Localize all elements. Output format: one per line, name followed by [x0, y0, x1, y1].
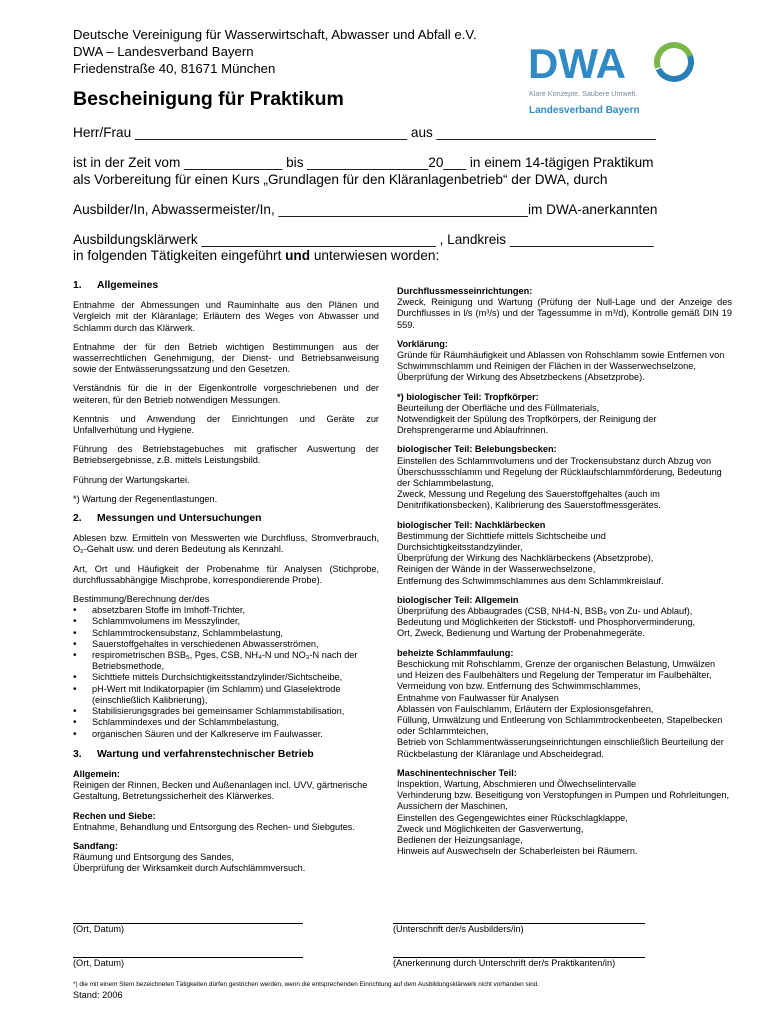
subsection-heading: Sandfang:	[73, 840, 118, 851]
subsection-body: Reinigen der Rinnen, Becken und Außenanlagen incl. UVV, gärtnerische Gestaltung, Betretungssicherheit des Klärwerkes.	[73, 780, 368, 802]
block-body: Zweck, Reinigung und Wartung (Prüfung der Null-Lage und der Anzeige des Durchflusses in l/s (m³/s) und der Tagessumme in m³/d), Kontrolle gemäß DIN 19 559.	[397, 297, 732, 330]
subsection-sandfang	[73, 841, 379, 875]
block-line: Zweck und Möglichkeiten der Gasverwertung,	[397, 823, 584, 834]
subsection-rechen	[73, 811, 379, 833]
list-item: • Stabilisierungsgrades bei gemeinsamer Schlammstabilisation,	[73, 706, 379, 717]
label-von: ist in der Zeit vom	[73, 155, 181, 170]
dwa-logo	[528, 38, 698, 118]
block-belebungsbecken	[397, 444, 732, 511]
block-line: Reinigen der Wände in der Wasserwechselzone,	[397, 564, 596, 575]
block-heading: *) biologischer Teil: Tropfkörper:	[397, 391, 539, 402]
section-title: Wartung und verfahrenstechnischer Betrieb	[97, 748, 314, 760]
logo-tagline: Klare Konzepte. Saubere Umwelt.	[529, 89, 638, 98]
block-line: Überprüfung der Wirkung des Nachklärbeckens (Absetzprobe),	[397, 553, 654, 564]
form-line-trainer: Ausbilder/In, Abwassermeister/In, _________________________________im DWA-anerkannten	[73, 202, 658, 217]
signature-label-place-date: (Ort, Datum)	[73, 924, 125, 934]
section-3-heading	[73, 749, 379, 760]
label-und: und	[285, 248, 311, 263]
section-1-heading	[73, 280, 379, 291]
footnote: *) die mit einem Stern bezeichneten Tätigkeiten dürfen gestrichen werden, wenn die entsprechenden Einrichtung auf dem Ausbildungsklärwerk nicht vorhanden sind.	[73, 981, 539, 988]
block-heading: biologischer Teil: Belebungsbecken:	[397, 444, 557, 455]
logo-ring-icon	[652, 40, 696, 84]
paragraph: Kenntnis und Anwendung der Einrichtungen und Geräte zur Unfallverhütung und Hygiene.	[73, 413, 379, 436]
block-line: Ablassen von Faulschlamm, Erläutern der Explosionsgefahren,	[397, 703, 654, 714]
block-nachklaerbecken	[397, 520, 732, 587]
block-line: Betrieb von Schlammentwässerungseinrichtungen einschließlich Beurteilung der Rückbelastung der Kläranlage und Abscheidegrad.	[397, 737, 724, 759]
block-maschinentechnik	[397, 768, 732, 858]
block-line: Notwendigkeit der Spülung des Tropfkörpers, der Reinigung der Drehsprengerarme und Ablaufrinnen.	[397, 414, 657, 436]
block-line: Überprüfung des Abbaugrades (CSB, NH4-N, BSB₅ von Zu- und Ablauf), Bedeutung und Möglichkeiten der Stickstoff- und Phosphorverminderung,	[397, 606, 696, 628]
organization-address	[73, 26, 477, 77]
label-unterwiesen: unterwiesen worden:	[313, 248, 440, 263]
block-heading: Vorklärung:	[397, 338, 448, 349]
label-klaerwerk: Ausbildungsklärwerk	[73, 232, 198, 247]
form-line-name: Herr/Frau ____________________________________ aus _____________________________	[73, 125, 656, 140]
list-item: • absetzbaren Stoffe im Imhoff-Trichter,	[73, 605, 379, 616]
signature-label-intern: (Anerkennung durch Unterschrift der/s Praktikanten/in)	[393, 958, 616, 968]
list-item: • Sauerstoffgehaltes in verschiedenen Abwasserströmen,	[73, 639, 379, 650]
form-line-purpose: als Vorbereitung für einen Kurs „Grundlagen für den Kläranlagenbetrieb“ der DWA, durch	[73, 172, 608, 187]
list-item: • respirometrischen BSB₅, Pges, CSB, NH₄-N und NO₃-N nach der Betriebsmethode,	[73, 650, 379, 672]
block-line: Beurteilung der Oberfläche und des Füllmaterials,	[397, 402, 600, 413]
label-landkreis: , Landkreis	[439, 232, 507, 247]
label-herr-frau: Herr/Frau	[73, 125, 132, 140]
form-line-activities	[73, 248, 439, 263]
section-2-heading	[73, 513, 379, 524]
logo-region: Landesverband Bayern	[529, 105, 640, 116]
subsection-line: Überprüfung der Wirksamkeit durch Aufschlämmversuch.	[73, 863, 306, 874]
subsection-line: Räumung und Entsorgung des Sandes,	[73, 852, 234, 863]
section-title: Allgemeines	[97, 280, 159, 291]
label-anerkannt: im DWA-anerkannten	[528, 202, 658, 217]
block-line: Entnahme von Faulwasser für Analysen	[397, 692, 559, 703]
label-aus: aus	[410, 125, 433, 140]
form-line-period: ist in der Zeit vom _____________ bis ________________20___ in einem 14-tägigen Praktikum	[73, 155, 654, 170]
block-line: Füllung, Umwälzung und Entleerung von Schlammtrockenbeeten, Stapelbecken oder Schlammteichen,	[397, 714, 723, 737]
block-line: Verhinderung bzw. Beseitigung von Verstopfungen in Pumpen und Rohrleitungen, Aussichern der Maschinen,	[397, 790, 730, 812]
block-line: Ort, Zweck, Bedienung und Wartung der Probenahmegeräte.	[397, 628, 645, 639]
paragraph: Ablesen bzw. Ermitteln von Messwerten wie Durchfluss, Stromverbrauch, O₂-Gehalt usw. und deren Bedeutung als Kennzahl.	[73, 533, 379, 555]
block-heading: biologischer Teil: Nachklärbecken	[397, 519, 546, 530]
list-item: • Schlammvolumens im Messzylinder,	[73, 616, 379, 627]
paragraph: Art, Ort und Häufigkeit der Probenahme für Analysen (Stichprobe, durchflussabhängige Mischprobe, korrespondierende Probe).	[73, 563, 379, 585]
list-item: • Schlammindexes und der Schlammbelastung,	[73, 717, 379, 728]
org-name: Deutsche Vereinigung für Wasserwirtschaft, Abwasser und Abfall e.V.	[73, 27, 477, 42]
revision-date: Stand: 2006	[73, 990, 123, 1000]
measurement-list	[73, 605, 379, 739]
paragraph: Entnahme der für den Betrieb wichtigen Bestimmungen aus der wasserrechtlichen Genehmigung, der Dienst- und Betriebsanweisung sowie der Entwässerungssatzung und den Gesetzen.	[73, 341, 379, 375]
block-vorklaerung	[397, 339, 732, 384]
section-number: 3.	[73, 748, 82, 760]
label-praktikum: in einem 14-tägigen Praktikum	[469, 155, 654, 170]
subsection-heading: Allgemein:	[73, 768, 120, 779]
block-line: Bedienen der Heizungsanlage,	[397, 834, 523, 845]
logo-wordmark: DWA	[528, 40, 626, 87]
block-heading: Maschinentechnischer Teil:	[397, 767, 517, 778]
block-line: Gründe für Räumhäufigkeit und Ablassen von Rohschlamm sowie Entfernen von Schwimmschlamm und Reinigen der Flächen in der Wasserwechselzone,	[397, 350, 725, 372]
label-eingefuehrt: in folgenden Tätigkeiten eingeführt	[73, 248, 282, 263]
org-branch: DWA – Landesverband Bayern	[73, 44, 254, 59]
right-column	[397, 286, 732, 865]
block-line: Inspektion, Wartung, Abschmieren und Ölwechselintervalle	[397, 778, 637, 789]
block-line: Zweck, Messung und Regelung des Sauerstoffgehaltes (auch im Denitrifikationsbecken), Kalibrierung des Sauerstoffmessgerätes.	[397, 489, 661, 511]
org-street: Friedenstraße 40, 81671 München	[73, 61, 276, 76]
block-line: Hinweis auf Auswechseln der Schaberleisten bei Räumern.	[397, 846, 638, 857]
section-title: Messungen und Untersuchungen	[97, 513, 262, 525]
block-heading: beheizte Schlammfaulung:	[397, 647, 514, 658]
block-line: Einstellen des Schlammvolumens und der Trockensubstanz durch Abzug von Überschussschlamm und Regelung der Rücklaufschlammförderung, Bedeutung der Schlammbelastung,	[397, 455, 722, 489]
block-line: Einstellen des Gegengewichtes einer Rückschlagklappe,	[397, 812, 628, 823]
paragraph: Führung des Betriebstagebuches mit grafischer Auswertung der Betriebsergebnisse, z.B. mittels Leistungsbild.	[73, 444, 379, 466]
block-tropfkoerper	[397, 392, 732, 437]
paragraph: Bestimmung/Berechnung der/des	[73, 594, 210, 605]
paragraph: Verständnis für die in der Eigenkontrolle vorgeschriebenen und der weiteren, für den Betrieb notwendigen Messungen.	[73, 383, 379, 405]
label-ausbilder: Ausbilder/In, Abwassermeister/In,	[73, 202, 275, 217]
paragraph: *) Wartung der Regenentlastungen.	[73, 493, 218, 504]
list-item: • organischen Säuren und der Kalkreserve im Faulwasser.	[73, 729, 379, 740]
form-line-plant: Ausbildungsklärwerk _______________________________ , Landkreis ___________________	[73, 232, 654, 247]
paragraph: Führung der Wartungskartei.	[73, 474, 190, 485]
left-column	[73, 280, 379, 883]
label-bis: bis	[286, 155, 304, 170]
block-bio-allgemein	[397, 595, 732, 640]
section-number: 2.	[73, 513, 82, 525]
subsection-allgemein	[73, 769, 379, 803]
block-line: Überprüfung der Wirkung des Absetzbeckens (Absetzprobe).	[397, 372, 645, 383]
section-number: 1.	[73, 280, 82, 291]
block-heading: Durchflussmesseinrichtungen:	[397, 286, 533, 296]
signature-label-trainer: (Unterschrift der/s Ausbilders/in)	[393, 924, 524, 934]
block-line: Bestimmung der Sichttiefe mittels Sichtscheibe und Durchsichtigkeitsstandzylinder,	[397, 530, 606, 553]
block-schlammfaulung	[397, 648, 732, 760]
page-title: Bescheinigung für Praktikum	[73, 88, 344, 110]
block-line: Entfernung des Schwimmschlammes aus dem Schlammkreislauf.	[397, 575, 664, 586]
block-line: Beschickung mit Rohschlamm, Grenze der organischen Belastung, Umwälzen und Heizen des Faulbehälters und Regelung der Temperatur im Faulbehälter,	[397, 658, 716, 681]
list-item: • Sichttiefe mittels Durchsichtigkeitsstandzylinder/Sichtscheibe,	[73, 672, 379, 683]
signature-label-place-date: (Ort, Datum)	[73, 958, 125, 968]
subsection-heading: Rechen und Siebe:	[73, 810, 156, 821]
label-year: 20	[428, 155, 444, 170]
block-durchfluss	[397, 286, 732, 331]
subsection-body: Entnahme, Behandlung und Entsorgung des Rechen- und Siebgutes.	[73, 821, 355, 832]
block-line: Vermeidung von bzw. Entfernung des Schwimmschlammes,	[397, 681, 641, 692]
paragraph: Entnahme der Abmessungen und Rauminhalte aus den Plänen und Vergleich mit der Kläranlage; Erläutern des Weges von Abwasser und Schlamm durch das Klärwerk.	[73, 300, 379, 333]
block-heading: biologischer Teil: Allgemein	[397, 594, 519, 605]
list-item: • pH-Wert mit Indikatorpapier (im Schlamm) und Glaselektrode (einschließlich Kalibrierung),	[73, 684, 379, 706]
list-item: • Schlammtrockensubstanz, Schlammbelastung,	[73, 628, 379, 639]
